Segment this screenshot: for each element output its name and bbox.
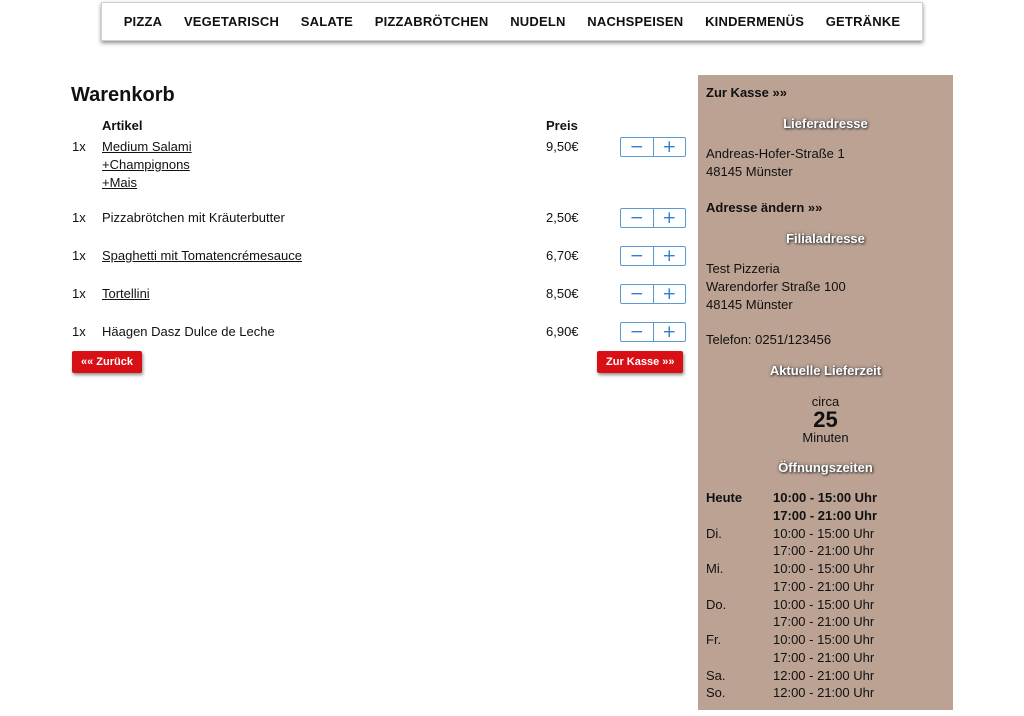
item-name-link[interactable]: Spaghetti mit Tomatencrémesauce bbox=[102, 248, 302, 263]
nav-kindermenues[interactable]: KINDERMENÜS bbox=[705, 14, 805, 29]
item-name bbox=[102, 285, 150, 303]
hours-day: Sa. bbox=[706, 667, 726, 683]
nav-salate[interactable]: SALATE bbox=[300, 14, 354, 29]
item-name bbox=[102, 323, 275, 341]
item-name-text: Pizzabrötchen mit Kräuterbutter bbox=[102, 210, 285, 225]
delivery-address-heading: Lieferadresse bbox=[783, 116, 868, 131]
delivery-time-prefix: circa bbox=[811, 394, 840, 409]
item-quantity: 1x bbox=[72, 210, 86, 225]
branch-name: Test Pizzeria bbox=[706, 261, 780, 276]
checkout-button[interactable]: Zur Kasse »» bbox=[597, 351, 683, 373]
nav-vegetarisch[interactable]: VEGETARISCH bbox=[183, 14, 280, 29]
item-price: 9,50€ bbox=[546, 139, 579, 154]
increase-button[interactable]: + bbox=[653, 138, 686, 156]
item-quantity: 1x bbox=[72, 286, 86, 301]
decrease-button[interactable]: − bbox=[621, 247, 653, 265]
nav-pizzabroetchen[interactable]: PIZZABRÖTCHEN bbox=[374, 14, 489, 29]
item-quantity: 1x bbox=[72, 139, 86, 154]
item-quantity: 1x bbox=[72, 324, 86, 339]
back-button[interactable]: «« Zurück bbox=[72, 351, 142, 373]
delivery-time-unit: Minuten bbox=[802, 430, 849, 445]
hours-day: Fr. bbox=[706, 632, 722, 647]
increase-button[interactable]: + bbox=[653, 247, 686, 265]
item-name-text: Häagen Dasz Dulce de Leche bbox=[102, 324, 275, 339]
sidebar bbox=[698, 75, 953, 710]
item-price: 2,50€ bbox=[546, 210, 579, 225]
quantity-stepper bbox=[620, 246, 686, 266]
quantity-stepper bbox=[620, 322, 686, 342]
delivery-city: 48145 Münster bbox=[706, 164, 793, 179]
nav-nudeln[interactable]: NUDELN bbox=[510, 14, 566, 29]
hours-row-mi bbox=[706, 560, 946, 596]
main-nav bbox=[101, 2, 923, 41]
item-price: 6,70€ bbox=[546, 248, 579, 263]
hours-time: 10:00 - 15:00 Uhr bbox=[773, 632, 875, 647]
item-extra[interactable]: +Mais bbox=[102, 175, 138, 190]
increase-button[interactable]: + bbox=[653, 209, 686, 227]
hours-time: 10:00 - 15:00 Uhr bbox=[773, 561, 875, 576]
opening-hours-heading: Öffnungszeiten bbox=[778, 460, 873, 475]
hours-time: 12:00 - 21:00 Uhr bbox=[773, 667, 875, 683]
hours-time: 12:00 - 21:00 Uhr bbox=[773, 685, 875, 701]
increase-button[interactable]: + bbox=[653, 323, 686, 341]
hours-time: 17:00 - 21:00 Uhr bbox=[773, 543, 875, 559]
hours-time: 10:00 - 15:00 Uhr bbox=[773, 525, 875, 541]
hours-day: Do. bbox=[706, 596, 727, 612]
column-header-article: Artikel bbox=[102, 118, 143, 133]
column-header-price: Preis bbox=[546, 118, 578, 133]
nav-getraenke[interactable]: GETRÄNKE bbox=[825, 14, 901, 29]
branch-address-heading: Filialadresse bbox=[786, 231, 865, 246]
nav-pizza[interactable]: PIZZA bbox=[123, 14, 163, 29]
hours-day: Di. bbox=[706, 525, 722, 541]
branch-street: Warendorfer Straße 100 bbox=[706, 279, 846, 294]
increase-button[interactable]: + bbox=[653, 285, 686, 303]
delivery-address bbox=[706, 145, 845, 181]
hours-time: 17:00 - 21:00 Uhr bbox=[773, 507, 878, 523]
hours-time: 17:00 - 21:00 Uhr bbox=[773, 578, 875, 594]
decrease-button[interactable]: − bbox=[621, 209, 653, 227]
item-name-link[interactable]: Tortellini bbox=[102, 286, 150, 301]
item-extra[interactable]: +Champignons bbox=[102, 157, 190, 172]
delivery-street: Andreas-Hofer-Straße 1 bbox=[706, 146, 845, 161]
decrease-button[interactable]: − bbox=[621, 323, 653, 341]
hours-time: 17:00 - 21:00 Uhr bbox=[773, 614, 875, 630]
branch-address bbox=[706, 260, 846, 314]
hours-row-fr bbox=[706, 631, 946, 667]
decrease-button[interactable]: − bbox=[621, 138, 653, 156]
delivery-time bbox=[698, 394, 953, 446]
item-name bbox=[102, 138, 192, 192]
hours-row-do bbox=[706, 596, 946, 632]
branch-phone: Telefon: 0251/123456 bbox=[706, 332, 832, 347]
branch-city: 48145 Münster bbox=[706, 297, 793, 312]
change-address-link[interactable]: Adresse ändern »» bbox=[706, 200, 823, 215]
hours-row-today bbox=[706, 489, 946, 525]
hours-row-so bbox=[706, 684, 946, 702]
quantity-stepper bbox=[620, 137, 686, 157]
hours-day: Heute bbox=[706, 490, 743, 505]
hours-row-sa bbox=[706, 667, 946, 685]
item-price: 8,50€ bbox=[546, 286, 579, 301]
nav-nachspeisen[interactable]: NACHSPEISEN bbox=[587, 14, 684, 29]
cart-title: Warenkorb bbox=[71, 84, 175, 106]
item-name bbox=[102, 209, 285, 227]
opening-hours bbox=[706, 489, 946, 702]
sidebar-checkout-link[interactable]: Zur Kasse »» bbox=[706, 85, 787, 100]
item-name-link[interactable]: Medium Salami bbox=[102, 139, 192, 154]
item-quantity: 1x bbox=[72, 248, 86, 263]
hours-time: 10:00 - 15:00 Uhr bbox=[773, 490, 878, 505]
decrease-button[interactable]: − bbox=[621, 285, 653, 303]
hours-day: So. bbox=[706, 685, 726, 701]
quantity-stepper bbox=[620, 284, 686, 304]
item-name bbox=[102, 247, 302, 265]
delivery-time-value: 25 bbox=[813, 407, 838, 432]
delivery-time-heading: Aktuelle Lieferzeit bbox=[769, 363, 882, 378]
hours-time: 10:00 - 15:00 Uhr bbox=[773, 596, 875, 612]
hours-time: 17:00 - 21:00 Uhr bbox=[773, 649, 875, 665]
item-price: 6,90€ bbox=[546, 324, 579, 339]
quantity-stepper bbox=[620, 208, 686, 228]
hours-row-di bbox=[706, 525, 946, 561]
hours-day: Mi. bbox=[706, 561, 724, 576]
